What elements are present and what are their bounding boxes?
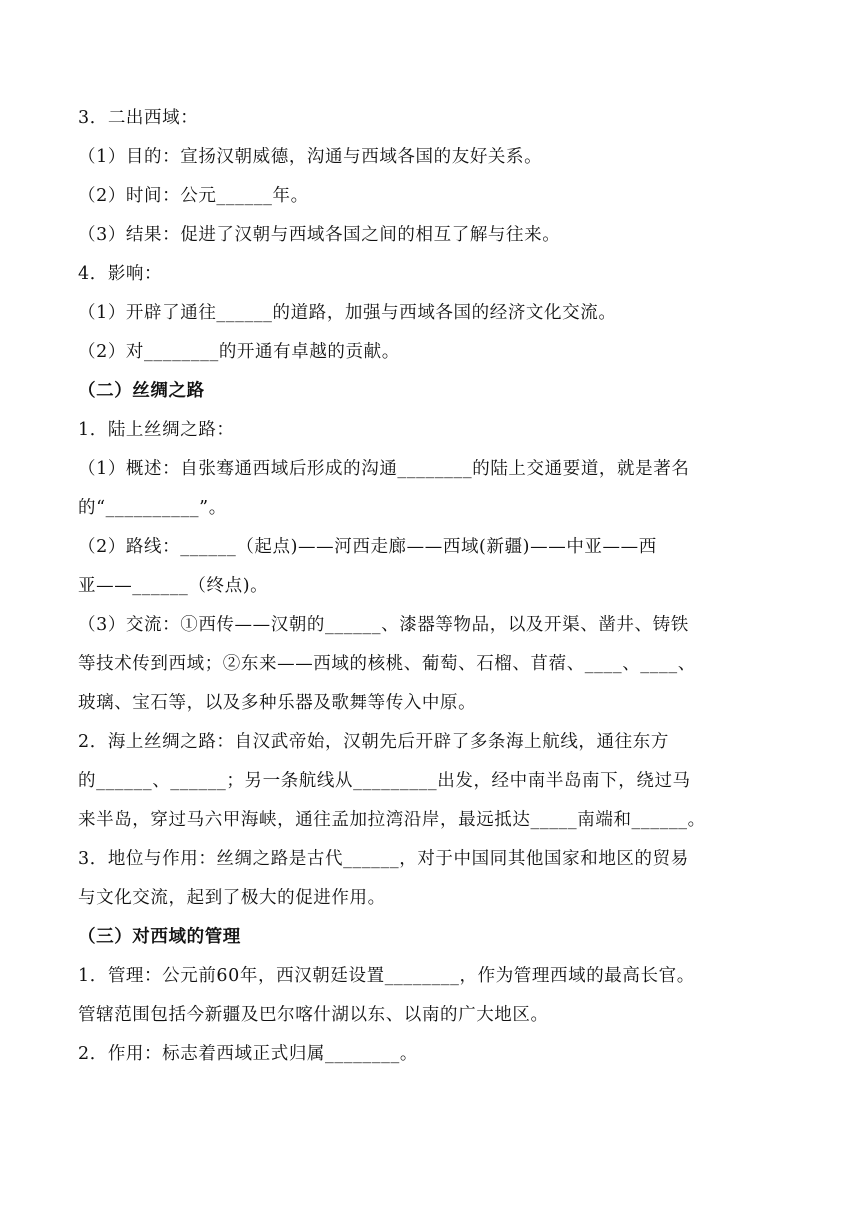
section-4-heading: 4．影响： [78, 264, 163, 284]
part-2-heading: （二）丝绸之路 [78, 381, 205, 401]
text-line: 的______、______；另一条航线从_________出发，经中南半岛南下，绕过马 [78, 771, 691, 791]
text-line: （2）对________的开通有卓越的贡献。 [78, 342, 400, 362]
text-line: 来半岛，穿过马六甲海峡，通往孟加拉湾沿岸，最远抵达_____南端和______。 [78, 810, 706, 830]
text-line: 与文化交流，起到了极大的促进作用。 [78, 888, 386, 908]
text-line: 2．作用：标志着西域正式归属________。 [78, 1044, 418, 1064]
text-line: 管辖范围包括今新疆及巴尔喀什湖以东、以南的广大地区。 [78, 1005, 549, 1025]
text-line: （2）时间：公元______年。 [78, 186, 309, 206]
text-line: （1）概述：自张骞通西域后形成的沟通________的陆上交通要道，就是著名 [78, 459, 690, 479]
text-line: （1）开辟了通往______的道路，加强与西域各国的经济文化交流。 [78, 303, 617, 323]
text-line: （1）目的：宣扬汉朝威德，沟通与西域各国的友好关系。 [78, 147, 543, 167]
text-line: 1．陆上丝绸之路： [78, 420, 235, 440]
text-line: （3）结果：促进了汉朝与西域各国之间的相互了解与往来。 [78, 225, 561, 245]
text-line: 2．海上丝绸之路：自汉武帝始，汉朝先后开辟了多条海上航线，通往东方 [78, 732, 669, 752]
text-line: 玻璃、宝石等，以及多种乐器及歌舞等传入中原。 [78, 693, 477, 713]
text-line: 等技术传到西域；②东来——西域的核桃、葡萄、石榴、苜蓿、____、____、 [78, 654, 696, 674]
text-line: 1．管理：公元前60年，西汉朝廷设置________，作为管理西域的最高长官。 [78, 966, 695, 986]
text-line: （3）交流：①西传——汉朝的______、漆器等物品，以及开渠、凿井、铸铁 [78, 615, 689, 635]
text-line: （2）路线：______（起点)——河西走廊——西域(新疆)——中亚——西 [78, 537, 657, 557]
part-3-heading: （三）对西域的管理 [78, 927, 241, 947]
text-line: 3．地位与作用：丝绸之路是古代______，对于中国同其他国家和地区的贸易 [78, 849, 689, 869]
section-3-heading: 3．二出西域： [78, 108, 199, 128]
text-line: 亚——______（终点)。 [78, 576, 269, 596]
text-line: 的“__________”。 [78, 498, 227, 518]
